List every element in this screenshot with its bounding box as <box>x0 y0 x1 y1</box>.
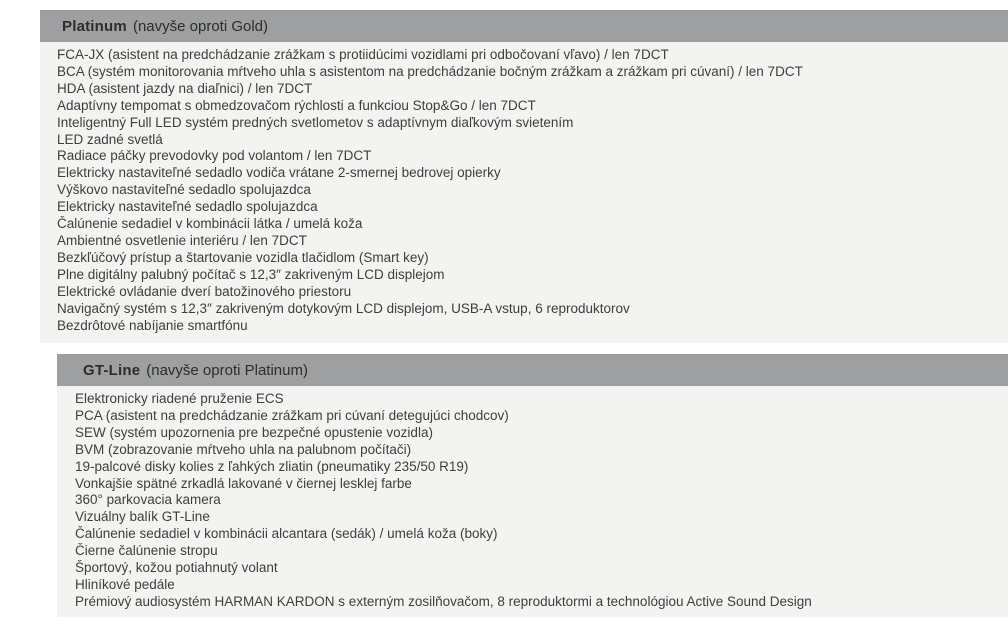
feature-list <box>57 386 1008 617</box>
feature-item: PCA (asistent na predchádzanie zrážkam pri cúvaní detegujúci chodcov) <box>75 407 509 423</box>
feature-item: Bezkľúčový prístup a štartovanie vozidla tlačidlom (Smart key) <box>57 249 429 265</box>
feature-list <box>40 42 1008 343</box>
feature-item: SEW (systém upozornenia pre bezpečné opustenie vozidla) <box>75 424 433 440</box>
feature-item: Elektricky nastaviteľné sedadlo spolujazdca <box>57 199 318 215</box>
feature-item: Elektricky nastaviteľné sedadlo vodiča vrátane 2-smernej bedrovej opierky <box>57 165 501 181</box>
feature-item: LED zadné svetlá <box>57 131 163 147</box>
trim-header-bar <box>57 354 1008 386</box>
feature-item: HDA (asistent jazdy na diaľnici) / len 7DCT <box>57 80 313 96</box>
feature-item: Čierne čalúnenie stropu <box>75 543 218 559</box>
feature-item: Vizuálny balík GT-Line <box>75 509 210 525</box>
feature-item: Navigačný systém s 12,3″ zakriveným dotykovým LCD displejom, USB-A vstup, 6 reproduktorov <box>57 300 630 316</box>
trim-title: Platinum <box>62 17 127 35</box>
trim-section <box>40 10 1008 343</box>
feature-item: Čalúnenie sedadiel v kombinácii alcantara (sedák) / umelá koža (boky) <box>75 526 498 542</box>
feature-item: Vonkajšie spätné zrkadlá lakované v čiernej lesklej farbe <box>75 475 412 491</box>
feature-item: Športový, kožou potiahnutý volant <box>75 560 278 576</box>
trim-subtitle: (navyše oproti Platinum) <box>146 361 308 379</box>
trim-section <box>57 354 1008 617</box>
feature-item: Inteligentný Full LED systém predných svetlometov s adaptívnym diaľkovým svietením <box>57 114 574 130</box>
feature-item: Elektrické ovládanie dverí batožinového priestoru <box>57 283 352 299</box>
feature-item: BVM (zobrazovanie mŕtveho uhla na palubnom počítači) <box>75 441 412 457</box>
feature-item: Bezdrôtové nabíjanie smartfónu <box>57 317 248 333</box>
feature-item: Plne digitálny palubný počítač s 12,3″ zakriveným LCD displejom <box>57 266 445 282</box>
feature-item: Adaptívny tempomat s obmedzovačom rýchlosti a funkciou Stop&Go / len 7DCT <box>57 97 536 113</box>
feature-item: Prémiový audiosystém HARMAN KARDON s externým zosilňovačom, 8 reproduktormi a technológiou Active Sound Design <box>75 593 812 609</box>
feature-item: Ambientné osvetlenie interiéru / len 7DCT <box>57 232 307 248</box>
feature-item: 360° parkovacia kamera <box>75 492 221 508</box>
feature-item: BCA (systém monitorovania mŕtveho uhla s asistentom na predchádzanie bočným zrážkam a zrážkam pri cúvaní) / len 7DCT <box>57 63 803 79</box>
trim-title: GT-Line <box>83 361 141 379</box>
trim-header-bar <box>40 10 1008 42</box>
feature-item: FCA-JX (asistent na predchádzanie zrážkam s protiidúcimi vozidlami pri odbočovaní vľavo) / len 7DCT <box>57 47 669 62</box>
feature-item: Elektronicky riadené pruženie ECS <box>75 391 284 406</box>
feature-item: Výškovo nastaviteľné sedadlo spolujazdca <box>57 182 311 198</box>
trim-subtitle: (navyše oproti Gold) <box>132 17 269 35</box>
feature-item: Čalúnenie sedadiel v kombinácii látka / umelá koža <box>57 216 363 232</box>
feature-item: 19-palcové disky kolies z ľahkých zliatin (pneumatiky 235/50 R19) <box>75 458 469 474</box>
feature-item: Hliníkové pedále <box>75 576 175 592</box>
feature-item: Radiace páčky prevodovky pod volantom / len 7DCT <box>57 148 372 164</box>
